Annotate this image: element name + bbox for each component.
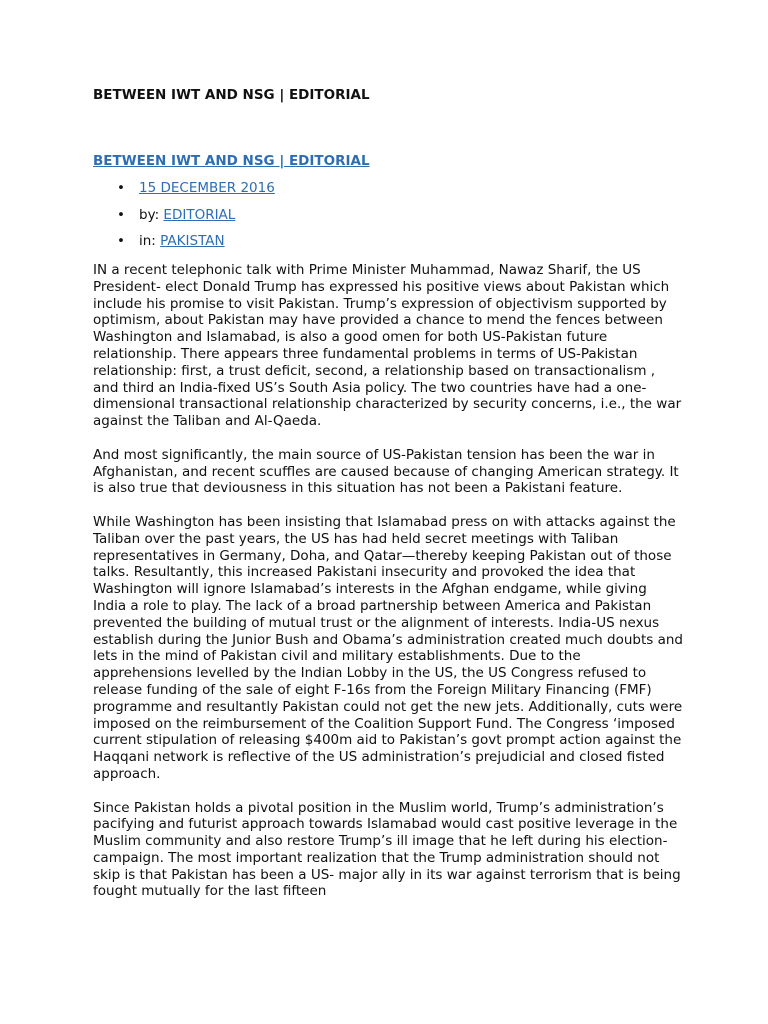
meta-category-item [93,232,275,259]
author-link[interactable]: EDITORIAL [163,206,236,223]
body-paragraph: IN a recent telephonic talk with Prime Minister Muhammad, Nawaz Sharif, the US President- elect Donald Trump has expressed his positive views about Pakistan which include his promise to visit Pakistan. Trump’s expression of objectivism supported by optimism, about Pakistan may have provided a chance to mend the fences between Washington and Islamabad, is also a good omen for both US-Pakistan future relationship. There appears three fundamental problems in terms of US-Pakistan relationship: first, a trust deficit, second, a relationship based on transactionalism , and third an India-fixed US’s South Asia policy. The two countries have had a one-dimensional transactional relationship characterized by security concerns, i.e., the war against the Taliban and Al-Qaeda. [93,262,682,430]
meta-date-item [93,179,275,206]
bullet-icon: • [117,206,125,223]
body-paragraph: Since Pakistan holds a pivotal position in the Muslim world, Trump’s administration’s pacifying and futurist approach towards Islamabad would cast positive leverage in the Muslim community and also restore Trump’s ill image that he left during his election- campaign. The most important realization that the Trump administration should not skip is that Pakistan has been a US- major ally in its war against terrorism that is being fought mutually for the last fifteen [93,799,681,900]
article-meta-list [93,179,275,259]
bullet-icon: • [117,180,125,196]
meta-author-item [93,206,275,233]
in-label: in: [139,233,161,250]
bullet-icon: • [117,233,125,250]
article-body [93,262,683,917]
body-paragraph: And most significantly, the main source of US-Pakistan tension has been the war in Afghanistan, and recent scuffles are caused because of changing American strategy. It is also true that deviousness in this situation has not been a Pakistani feature. [93,446,679,497]
category-link[interactable]: PAKISTAN [160,233,225,250]
by-label: by: [139,206,164,223]
document-title: BETWEEN IWT AND NSG | EDITORIAL [93,87,370,103]
article-title-link[interactable]: BETWEEN IWT AND NSG | EDITORIAL [93,153,370,169]
body-paragraph: While Washington has been insisting that Islamabad press on with attacks against the Taliban over the past years, the US has had held secret meetings with Taliban representatives in Germany, Doha, and Qatar—thereby keeping Pakistan out of those talks. Resultantly, this increased Pakistani insecurity and provoked the idea that Washington will ignore Islamabad’s interests in the Afghan endgame, while giving India a role to play. The lack of a broad partnership between America and Pakistan prevented the building of mutual trust or the alignment of interests. India-US nexus establish during the Junior Bush and Obama’s administration created much doubts and lets in the mind of Pakistan civil and military establishments. Due to the apprehensions levelled by the Indian Lobby in the US, the US Congress refused to release funding of the sale of eight F-16s from the Foreign Military Financing (FMF) programme and resultantly Pakistan could not get the new jets. Additionally, cuts were imposed on the reimbursement of the Coalition Support Fund. The Congress ‘imposed current stipulation of releasing $400m aid to Pakistan’s govt prompt action against the Haqqani network is reflective of the US administration’s prejudicial and closed fisted approach. [93,513,683,782]
date-link[interactable]: 15 DECEMBER 2016 [139,180,275,196]
